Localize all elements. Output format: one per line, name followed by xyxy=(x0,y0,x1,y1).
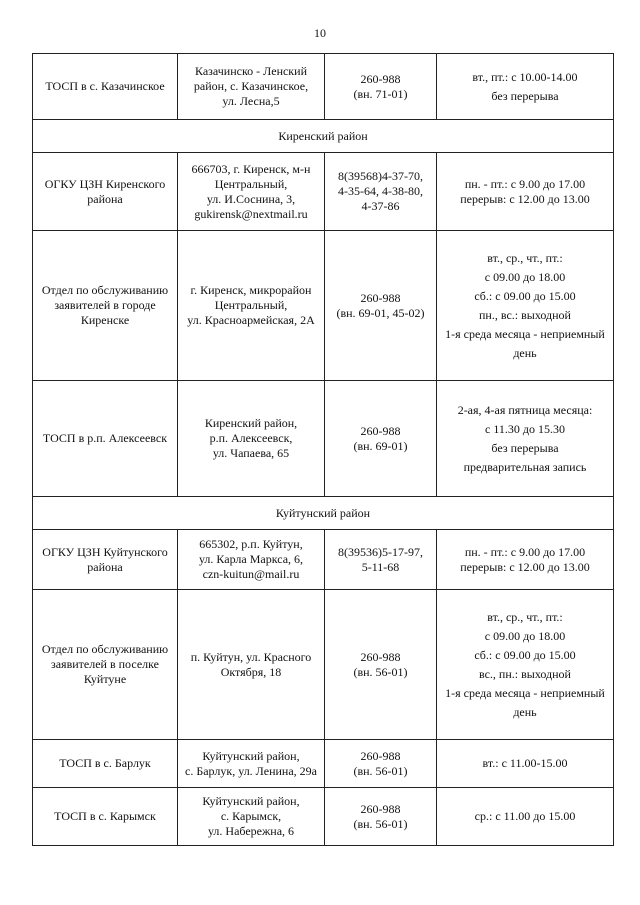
address-line: с. Карымск, xyxy=(220,809,282,823)
phone-cell xyxy=(325,153,437,231)
address-line: р.п. Алексеевск, xyxy=(209,431,293,445)
address-line: Киренский район, xyxy=(204,416,298,430)
schedule-line: перерыв: с 12.00 до 13.00 xyxy=(460,191,590,206)
address-cell xyxy=(178,788,325,846)
table-row xyxy=(33,530,614,590)
district-header-row xyxy=(33,497,614,530)
schedule-line: вт., пт.: с 10.00-14.00 xyxy=(472,69,578,84)
service-offices-table xyxy=(32,53,614,846)
schedule-line: вт., ср., чт., пт.: xyxy=(487,250,563,265)
table-row xyxy=(33,381,614,497)
address-line: г. Киренск, микрорайон xyxy=(190,283,312,297)
table-row xyxy=(33,788,614,846)
phone-line: 4-37-86 xyxy=(361,199,400,213)
phone-line: (вн. 56-01) xyxy=(353,664,408,679)
phone-cell xyxy=(325,381,437,497)
phone-cell xyxy=(325,788,437,846)
address-cell xyxy=(178,153,325,231)
address-line: 665302, р.п. Куйтун, xyxy=(199,537,303,551)
address-line: с. Барлук, ул. Ленина, 29а xyxy=(185,763,317,778)
phone-line: 4-35-64, 4-38-80, xyxy=(338,184,423,198)
phone-line: (вн. 56-01) xyxy=(353,816,408,831)
address-line: п. Куйтун, ул. Красного xyxy=(190,649,312,664)
schedule-cell xyxy=(437,590,614,740)
phone-line: (вн. 71-01) xyxy=(353,86,408,101)
table-row xyxy=(33,740,614,788)
address-line: ул. Красноармейская, 2А xyxy=(187,313,315,327)
schedule-line: вт.: с 11.00-15.00 xyxy=(482,756,568,770)
phone-cell xyxy=(325,231,437,381)
schedule-cell xyxy=(437,530,614,590)
address-line: Центральный, xyxy=(214,176,288,191)
office-name-line: ТОСП в с. Карымск xyxy=(54,809,156,823)
office-name-cell xyxy=(33,788,178,846)
address-cell xyxy=(178,590,325,740)
address-line: 666703, г. Киренск, м-н xyxy=(191,161,311,176)
phone-line: 260-988 xyxy=(360,801,401,816)
phone-line: 260-988 xyxy=(360,649,401,664)
address-line: ул. Чапаева, 65 xyxy=(212,446,290,460)
address-line: ул. И.Соснина, 3, xyxy=(206,191,296,206)
district-header-row xyxy=(33,120,614,153)
address-cell xyxy=(178,530,325,590)
office-name-line: района xyxy=(87,559,123,574)
schedule-line: день xyxy=(513,345,537,360)
address-line: czn-kuitun@mail.ru xyxy=(202,567,300,581)
address-line: Куйтунский район, xyxy=(202,794,300,808)
schedule-line: пн., вс.: выходной xyxy=(479,307,571,322)
phone-line: 8(39568)4-37-70, xyxy=(338,169,423,183)
phone-line: 260-988 xyxy=(360,290,401,305)
schedule-line: 1-я среда месяца - неприемный xyxy=(445,326,605,341)
schedule-line: пн. - пт.: с 9.00 до 17.00 xyxy=(464,176,586,191)
schedule-line: ср.: с 11.00 до 15.00 xyxy=(474,809,576,823)
address-cell xyxy=(178,740,325,788)
schedule-line: с 09.00 до 18.00 xyxy=(484,628,566,643)
office-name-line: Куйтуне xyxy=(83,672,127,686)
schedule-line: сб.: с 09.00 до 15.00 xyxy=(474,288,576,303)
table-row xyxy=(33,231,614,381)
phone-line: 5-11-68 xyxy=(361,559,400,574)
district-title: Киренский район xyxy=(33,120,614,153)
office-name-line: ТОСП в с. Барлук xyxy=(59,756,151,770)
phone-line: 8(39536)5-17-97, xyxy=(338,544,423,559)
schedule-cell xyxy=(437,788,614,846)
schedule-line: перерыв: с 12.00 до 13.00 xyxy=(460,559,590,574)
address-cell xyxy=(178,54,325,120)
table-row xyxy=(33,153,614,231)
address-line: Куйтунский район, xyxy=(202,748,300,763)
phone-line: (вн. 56-01) xyxy=(353,763,408,778)
address-line: ул. Карла Маркса, 6, xyxy=(198,552,304,566)
office-name-cell xyxy=(33,153,178,231)
phone-line: 260-988 xyxy=(360,423,401,438)
table-row xyxy=(33,590,614,740)
table-body xyxy=(33,54,614,846)
phone-line: 260-988 xyxy=(360,71,401,86)
office-name-line: ТОСП в с. Казачинское xyxy=(45,79,165,93)
office-name-line: ОГКУ ЦЗН Куйтунского xyxy=(42,544,168,559)
office-name-cell xyxy=(33,530,178,590)
phone-line: (вн. 69-01, 45-02) xyxy=(336,305,425,320)
office-name-cell xyxy=(33,740,178,788)
schedule-cell xyxy=(437,231,614,381)
schedule-line: с 09.00 до 18.00 xyxy=(484,269,566,284)
schedule-line: вт., ср., чт., пт.: xyxy=(487,609,563,624)
office-name-cell xyxy=(33,54,178,120)
schedule-line: без перерыва xyxy=(491,440,559,455)
schedule-cell xyxy=(437,381,614,497)
office-name-cell xyxy=(33,381,178,497)
office-name-line: заявителей в городе xyxy=(54,298,156,312)
address-line: Центральный, xyxy=(214,298,288,312)
office-name-line: ОГКУ ЦЗН Киренского xyxy=(44,176,166,191)
office-name-line: заявителей в поселке xyxy=(50,657,159,671)
phone-line: (вн. 69-01) xyxy=(353,438,408,453)
district-title: Куйтунский район xyxy=(33,497,614,530)
schedule-line: вс., пн.: выходной xyxy=(479,666,571,681)
address-line: Казачинско - Ленский xyxy=(195,64,307,78)
schedule-line: сб.: с 09.00 до 15.00 xyxy=(474,647,576,662)
address-line: Октября, 18 xyxy=(220,664,282,679)
office-name-line: района xyxy=(87,191,123,206)
schedule-line: пн. - пт.: с 9.00 до 17.00 xyxy=(464,544,586,559)
office-name-cell xyxy=(33,590,178,740)
address-line: ул. Набережна, 6 xyxy=(207,824,295,838)
address-line: район, с. Казачинское, xyxy=(193,79,309,93)
schedule-line: 1-я среда месяца - неприемный xyxy=(445,685,605,700)
office-name-line: Отдел по обслуживанию xyxy=(41,283,169,297)
address-line: ул. Лесна,5 xyxy=(222,94,280,108)
address-cell xyxy=(178,381,325,497)
address-cell xyxy=(178,231,325,381)
phone-cell xyxy=(325,54,437,120)
schedule-line: без перерыва xyxy=(491,88,559,103)
office-name-line: Отдел по обслуживанию xyxy=(41,642,169,656)
schedule-cell xyxy=(437,54,614,120)
phone-cell xyxy=(325,590,437,740)
office-name-cell xyxy=(33,231,178,381)
schedule-line: день xyxy=(513,704,537,719)
office-name-line: Киренске xyxy=(80,313,130,327)
page-number: 10 xyxy=(314,26,326,40)
schedule-line: с 11.30 до 15.30 xyxy=(485,421,565,436)
table-row xyxy=(33,54,614,120)
schedule-cell xyxy=(437,153,614,231)
phone-cell xyxy=(325,740,437,788)
phone-cell xyxy=(325,530,437,590)
office-name-line: ТОСП в р.п. Алексеевск xyxy=(42,431,168,445)
address-line: gukirensk@nextmail.ru xyxy=(194,206,308,221)
phone-line: 260-988 xyxy=(360,748,401,763)
schedule-line: 2-ая, 4-ая пятница месяца: xyxy=(457,402,593,417)
schedule-line: предварительная запись xyxy=(463,459,587,474)
schedule-cell xyxy=(437,740,614,788)
